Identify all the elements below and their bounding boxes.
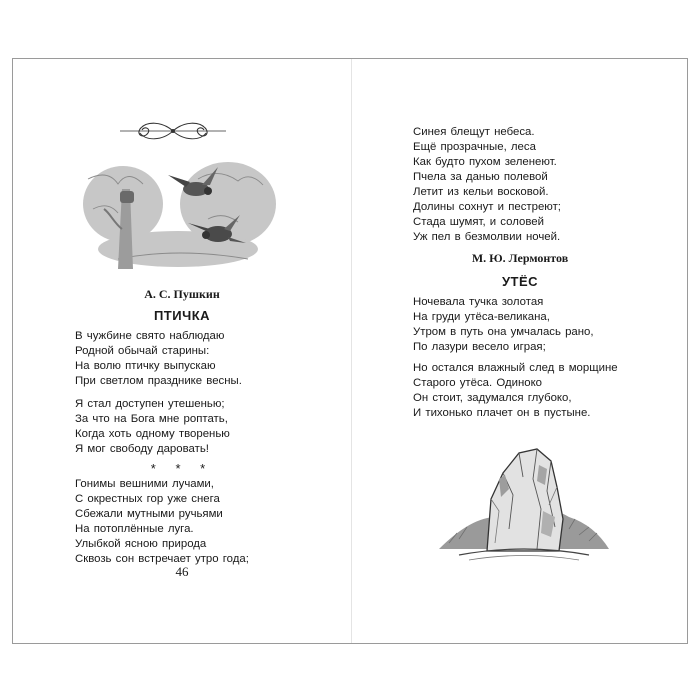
poem-line: Долины сохнут и пестреют; bbox=[413, 201, 561, 213]
poem-line: Летит из кельи восковой. bbox=[413, 186, 549, 198]
poem-line: Сквозь сон встречает утро года; bbox=[75, 553, 249, 565]
poem-line: Пчела за данью полевой bbox=[413, 171, 548, 183]
poem-line: На волю птичку выпускаю bbox=[75, 360, 216, 372]
poem-line: При светлом празднике весны. bbox=[75, 375, 242, 387]
poem-line: Ночевала тучка золотая bbox=[413, 296, 544, 308]
poem-line: Синея блещут небеса. bbox=[413, 126, 535, 138]
poem-line: Сбежали мутными ручьями bbox=[75, 508, 223, 520]
poem-line: На груди утёса-великана, bbox=[413, 311, 550, 323]
cliff-illustration bbox=[439, 439, 609, 569]
author-name: А. С. Пушкин bbox=[144, 287, 220, 301]
poem-line: Гонимы вешними лучами, bbox=[75, 478, 214, 490]
poem-line: Когда хоть одному творенью bbox=[75, 428, 230, 440]
poem-line: На потоплённые луга. bbox=[75, 523, 194, 535]
page-number: 46 bbox=[175, 564, 189, 579]
poem-line: С окрестных гор уже снега bbox=[75, 493, 220, 505]
poem-line: Я мог свободу даровать! bbox=[75, 443, 209, 455]
poem-line: Ещё прозрачные, леса bbox=[413, 141, 536, 153]
right-page bbox=[351, 59, 689, 643]
left-page bbox=[13, 59, 351, 643]
poem-line: В чужбине свято наблюдаю bbox=[75, 330, 225, 342]
poem-line: Старого утёса. Одиноко bbox=[413, 377, 543, 389]
book-spread bbox=[12, 58, 688, 644]
poem-line: Утром в путь она умчалась рано, bbox=[413, 326, 594, 338]
poem-line: По лазури весело играя; bbox=[413, 341, 546, 353]
poem-title: ПТИЧКА bbox=[153, 308, 211, 323]
birds-illustration bbox=[78, 149, 278, 274]
poem-line: Улыбкой ясною природа bbox=[75, 538, 207, 550]
ornament-flourish bbox=[118, 119, 228, 143]
poem-line: Уж пел в безмолвии ночей. bbox=[413, 231, 561, 243]
poem-line: Я стал доступен утешенью; bbox=[75, 398, 225, 410]
poem-title: УТЁС bbox=[501, 274, 539, 289]
stanza-separator: * * * bbox=[150, 461, 214, 476]
poem-line: Стада шумят, и соловей bbox=[413, 216, 544, 228]
poem-line: Он стоит, задумался глубоко, bbox=[413, 392, 572, 404]
author-name: М. Ю. Лермонтов bbox=[471, 251, 569, 265]
poem-line: За что на Бога мне роптать, bbox=[75, 413, 228, 425]
poem-line: Но остался влажный след в морщине bbox=[413, 362, 618, 374]
poem-line: Родной обычай старины: bbox=[75, 345, 210, 357]
poem-line: Как будто пухом зеленеют. bbox=[413, 156, 557, 168]
poem-line: И тихонько плачет он в пустыне. bbox=[413, 407, 591, 419]
